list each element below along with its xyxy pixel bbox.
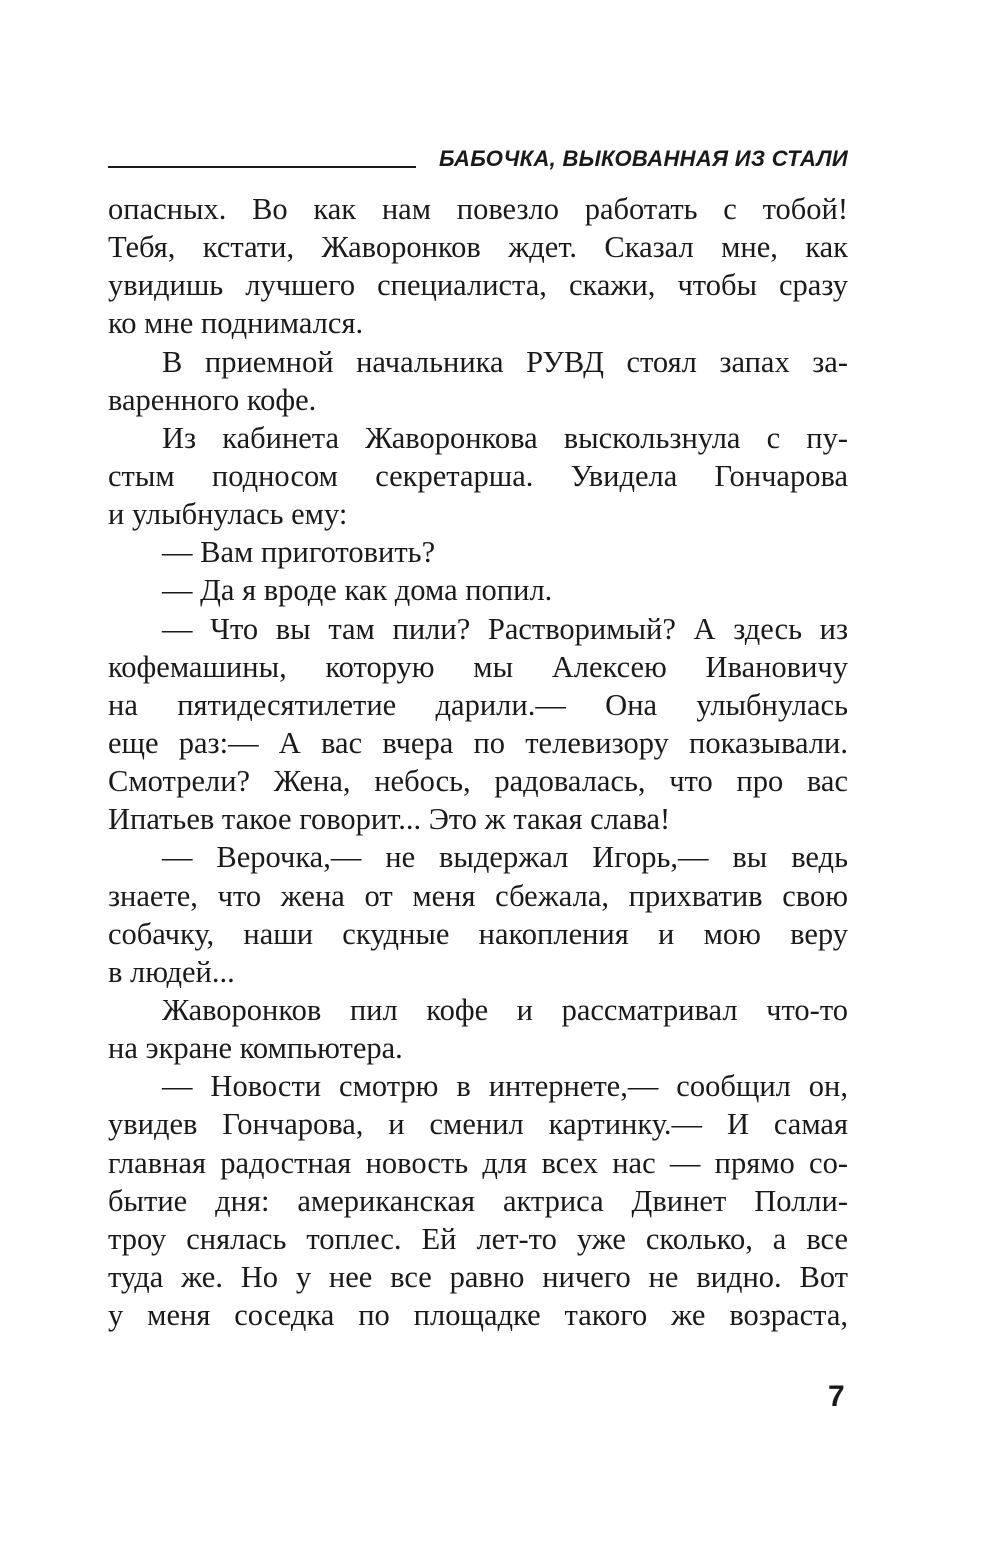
text-line: у меня соседка по площадке такого же возраста, (108, 1298, 848, 1333)
text-line: варенного кофе. (108, 382, 317, 417)
running-title: БАБОЧКА, ВЫКОВАННАЯ ИЗ СТАЛИ (439, 146, 848, 171)
text-line: В приемной начальника РУВД стоял запах за- (162, 344, 848, 379)
text-line: ко мне поднимался. (108, 306, 364, 341)
text-line: Смотрели? Жена, небось, радовалась, что про вас (108, 764, 848, 799)
text-line: Тебя, кстати, Жаворонков ждет. Сказал мне, как (108, 230, 848, 265)
body-text (108, 190, 848, 1334)
text-line: — Новости смотрю в интернете,— сообщил он, (162, 1069, 848, 1104)
text-line: троу снялась топлес. Ей лет-то уже сколько, а все (108, 1221, 848, 1256)
text-line: и улыбнулась ему: (108, 497, 348, 532)
text-line: в людей... (108, 954, 235, 989)
text-line: опасных. Во как нам повезло работать с тобой! (108, 192, 848, 226)
text-line: еще раз:— А вас вчера по телевизору показывали. (108, 725, 848, 760)
text-line: Ипатьев такое говорит... Это ж такая слава! (108, 802, 671, 837)
text-line: знаете, что жена от меня сбежала, прихватив свою (108, 878, 848, 913)
text-line: стым подносом секретарша. Увидела Гончарова (108, 458, 848, 493)
text-line: на экране компьютера. (108, 1031, 403, 1066)
header-rule (108, 166, 416, 168)
text-line: — Да я вроде как дома попил. (162, 573, 553, 608)
text-line: — Верочка,— не выдержал Игорь,— вы ведь (162, 840, 848, 875)
text-line: Жаворонков пил кофе и рассматривал что-то (162, 992, 848, 1027)
text-line: на пятидесятилетие дарили.— Она улыбнулась (108, 687, 848, 722)
text-line: — Вам приготовить? (162, 535, 436, 570)
page-number: 7 (828, 1380, 845, 1413)
running-head (108, 146, 848, 176)
text-line: собачку, наши скудные накопления и мою веру (108, 916, 848, 951)
text-line: кофемашины, которую мы Алексею Ивановичу (108, 649, 848, 684)
text-line: главная радостная новость для всех нас — прямо со- (108, 1145, 848, 1180)
text-line: Из кабинета Жаворонкова выскользнула с пу- (162, 420, 848, 455)
text-line: увидишь лучшего специалиста, скажи, чтобы сразу (108, 268, 848, 303)
text-line: туда же. Но у нее все равно ничего не видно. Вот (108, 1259, 848, 1294)
text-line: бытие дня: американская актриса Двинет Полли- (108, 1183, 848, 1218)
text-line: — Что вы там пили? Растворимый? А здесь из (162, 611, 848, 646)
text-line: увидев Гончарова, и сменил картинку.— И самая (108, 1107, 848, 1142)
